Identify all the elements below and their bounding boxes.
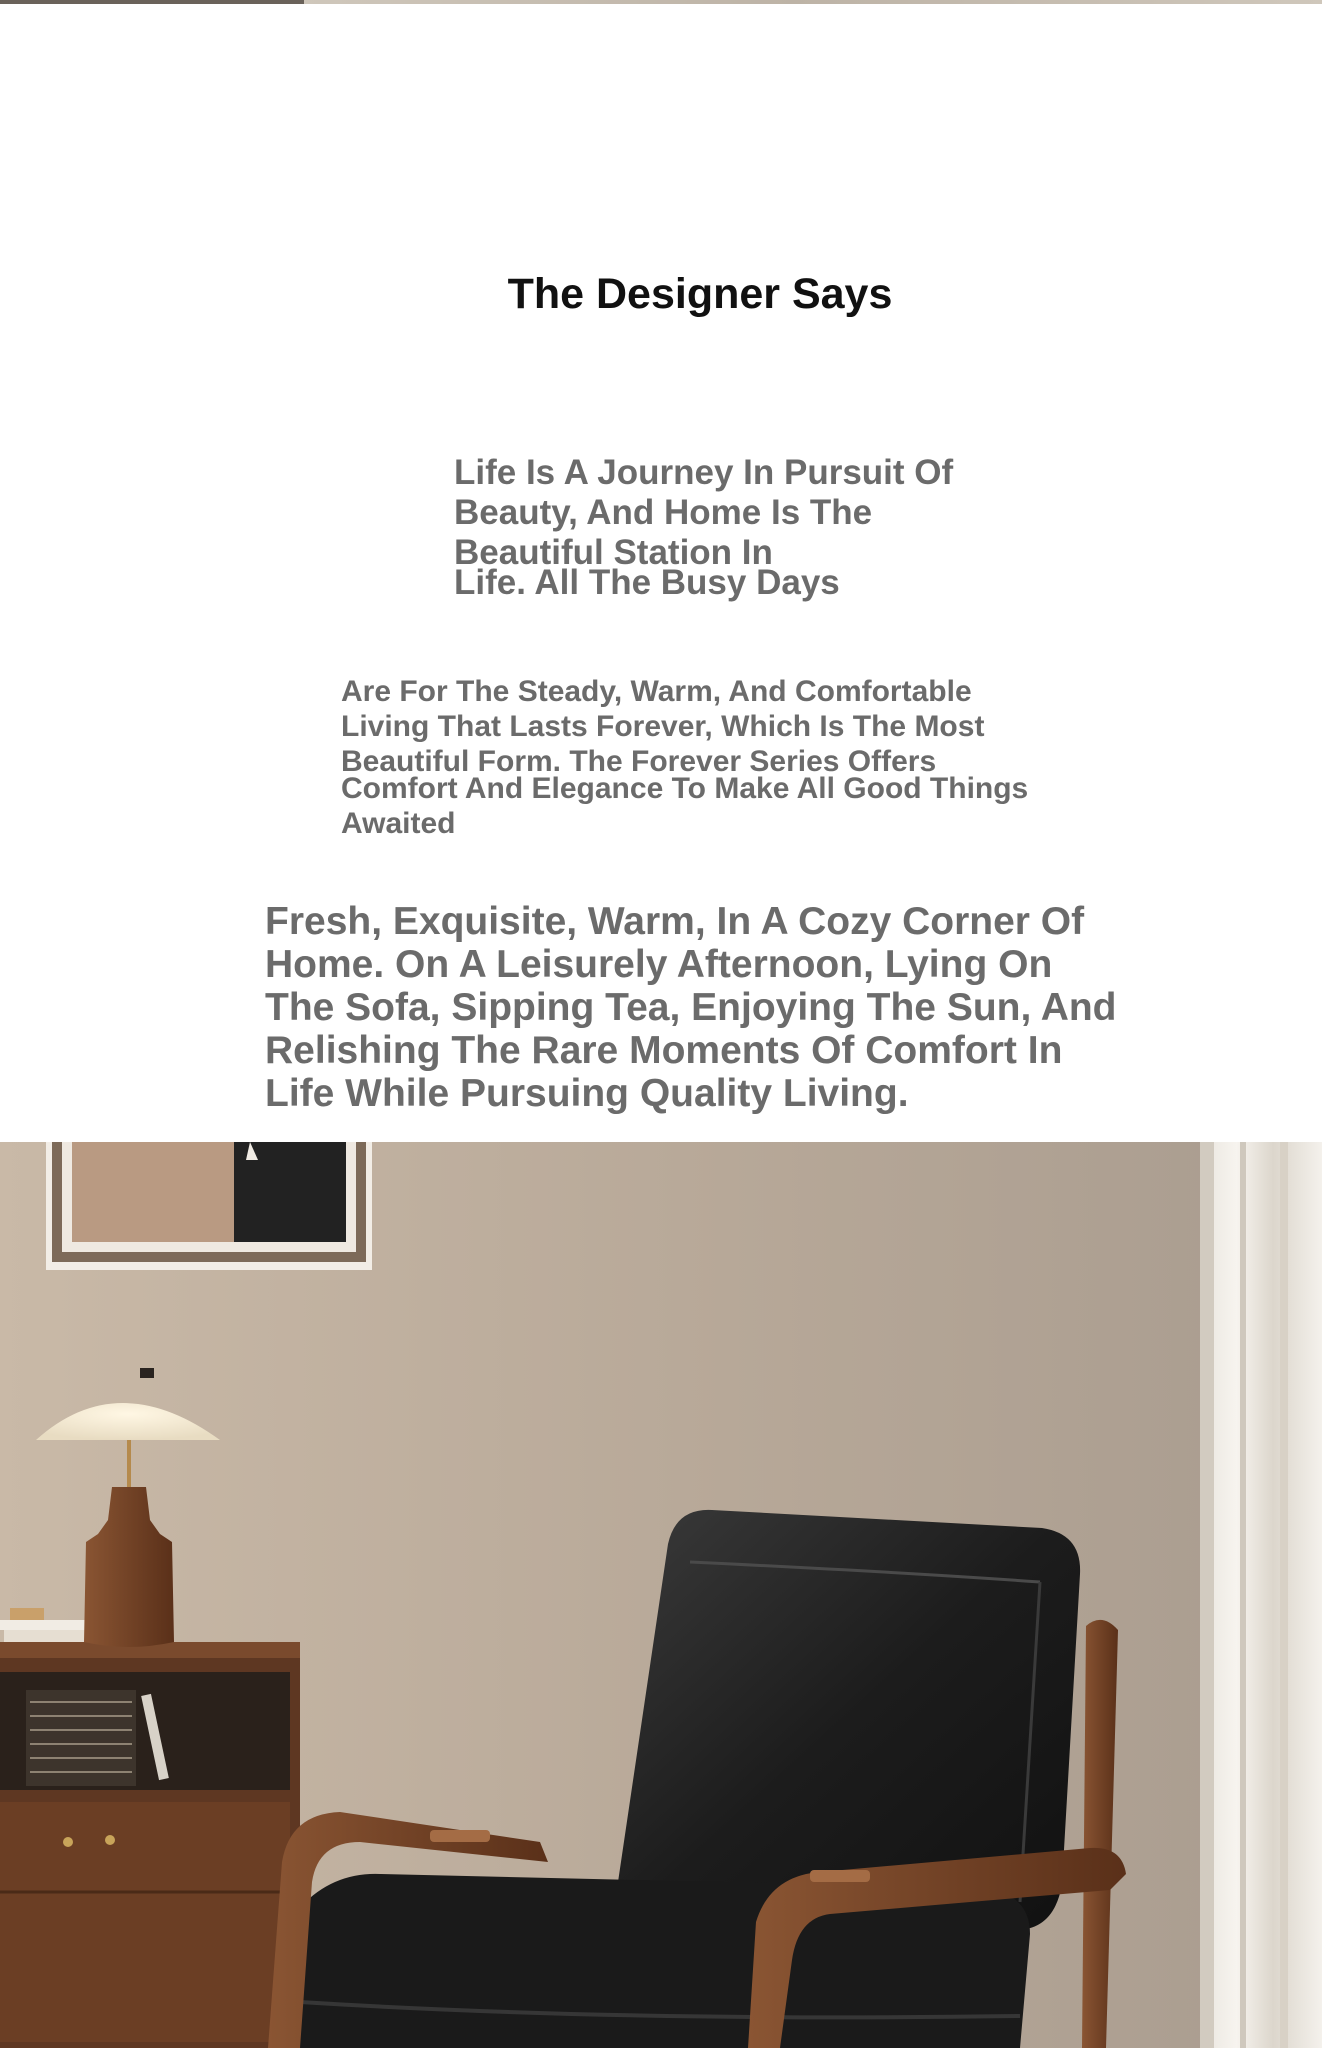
paragraph-5: Fresh, Exquisite, Warm, In A Cozy Corner Of Home. On A Leisurely Afternoon, Lying On The Sofa, Sipping Tea, Enjoying The Sun, And Relishing The Rare Moments Of Comfort In Life While Pursuing Quality Living.: [265, 900, 1117, 1115]
top-strip: [0, 0, 1322, 4]
sideboard: [0, 1642, 300, 2048]
room-photo: [0, 1142, 1322, 2048]
page-title: The Designer Says: [507, 270, 893, 318]
paragraph-4: Comfort And Elegance To Make All Good Things Awaited: [341, 772, 1029, 840]
paragraph-1: Life Is A Journey In Pursuit Of Beauty, And Home Is The Beautiful Station In: [454, 453, 954, 572]
paragraph-3: Are For The Steady, Warm, And Comfortable Living That Lasts Forever, Which Is The Most Beautiful Form. The Forever Series Offers: [341, 675, 985, 778]
window-curtain: [1200, 1142, 1322, 2048]
framed-artwork: [46, 1142, 372, 1270]
paragraph-2: Life. All The Busy Days: [454, 563, 840, 602]
